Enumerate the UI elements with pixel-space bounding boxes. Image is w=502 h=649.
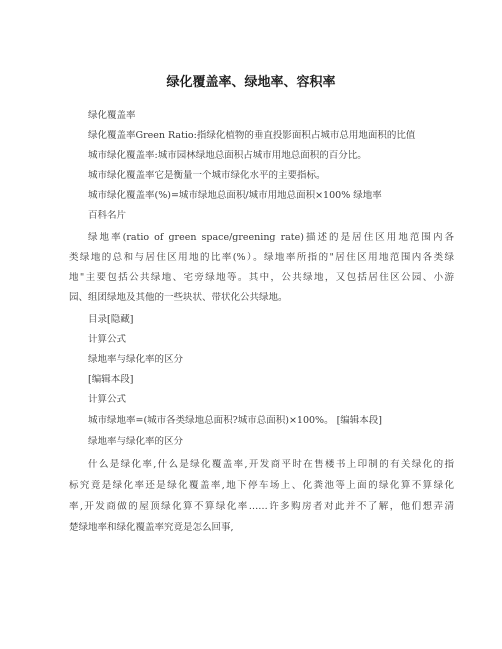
- paragraph-line: 绿地率(ratio of green space/greening rate)描述的是居住区用地范围内各: [88, 232, 454, 243]
- paragraph-line: 标究竟是绿化率还是绿化覆盖率,地下停车场上、化粪池等上面的绿化算不算绿化: [69, 480, 454, 491]
- paragraph-line: 城市绿化覆盖率它是衡量一个城市绿化水平的主要指标。: [88, 170, 326, 181]
- section-heading: 计算公式: [88, 394, 127, 405]
- paragraph-line: 率,开发商做的屋顶绿化算不算绿化率……许多购房者对此并不了解，他们想弄清: [69, 501, 454, 512]
- paragraph-line: 绿化覆盖率Green Ratio:指绿化植物的垂直投影面积占城市总用地面积的比值: [88, 130, 416, 141]
- toc-item-link[interactable]: 绿地率与绿化率的区分: [88, 354, 184, 365]
- paragraph-line: 城市绿化覆盖率:城市园林绿地总面积占城市用地总面积的百分比。: [88, 150, 367, 161]
- toc-item-link[interactable]: 计算公式: [88, 334, 127, 345]
- paragraph-line: 绿化覆盖率: [88, 110, 136, 121]
- paragraph-line: 类绿地的总和与居住区用地的比率(%）。绿地率所指的"居住区用地范围内各类绿: [69, 252, 454, 263]
- edit-section-link[interactable]: [编辑本段]: [88, 374, 134, 385]
- paragraph-line: 楚绿地率和绿化覆盖率究竟是怎么回事,: [69, 522, 234, 533]
- paragraph-line: 城市绿化覆盖率(%)=城市绿地总面积/城市用地总面积×100% 绿地率: [88, 190, 382, 201]
- paragraph-line: 城市绿地率=(城市各类绿地总面积?城市总面积)×100%。 [编辑本段]: [88, 415, 383, 426]
- paragraph-line: 园、组团绿地及其他的一些块状、带状化公共绿地。: [69, 292, 288, 303]
- document-title: 绿化覆盖率、绿地率、容积率: [166, 75, 336, 90]
- paragraph-line: 什么是绿化率,什么是绿化覆盖率,开发商平时在售楼书上印制的有关绿化的指: [88, 459, 454, 470]
- paragraph-line: 地"主要包括公共绿地、宅旁绿地等。其中，公共绿地，又包括居住区公园、小游: [69, 272, 454, 283]
- section-heading: 绿地率与绿化率的区分: [88, 436, 184, 447]
- toc-toggle-link[interactable]: 目录[隐藏]: [88, 314, 134, 325]
- paragraph-line: 百科名片: [88, 210, 127, 221]
